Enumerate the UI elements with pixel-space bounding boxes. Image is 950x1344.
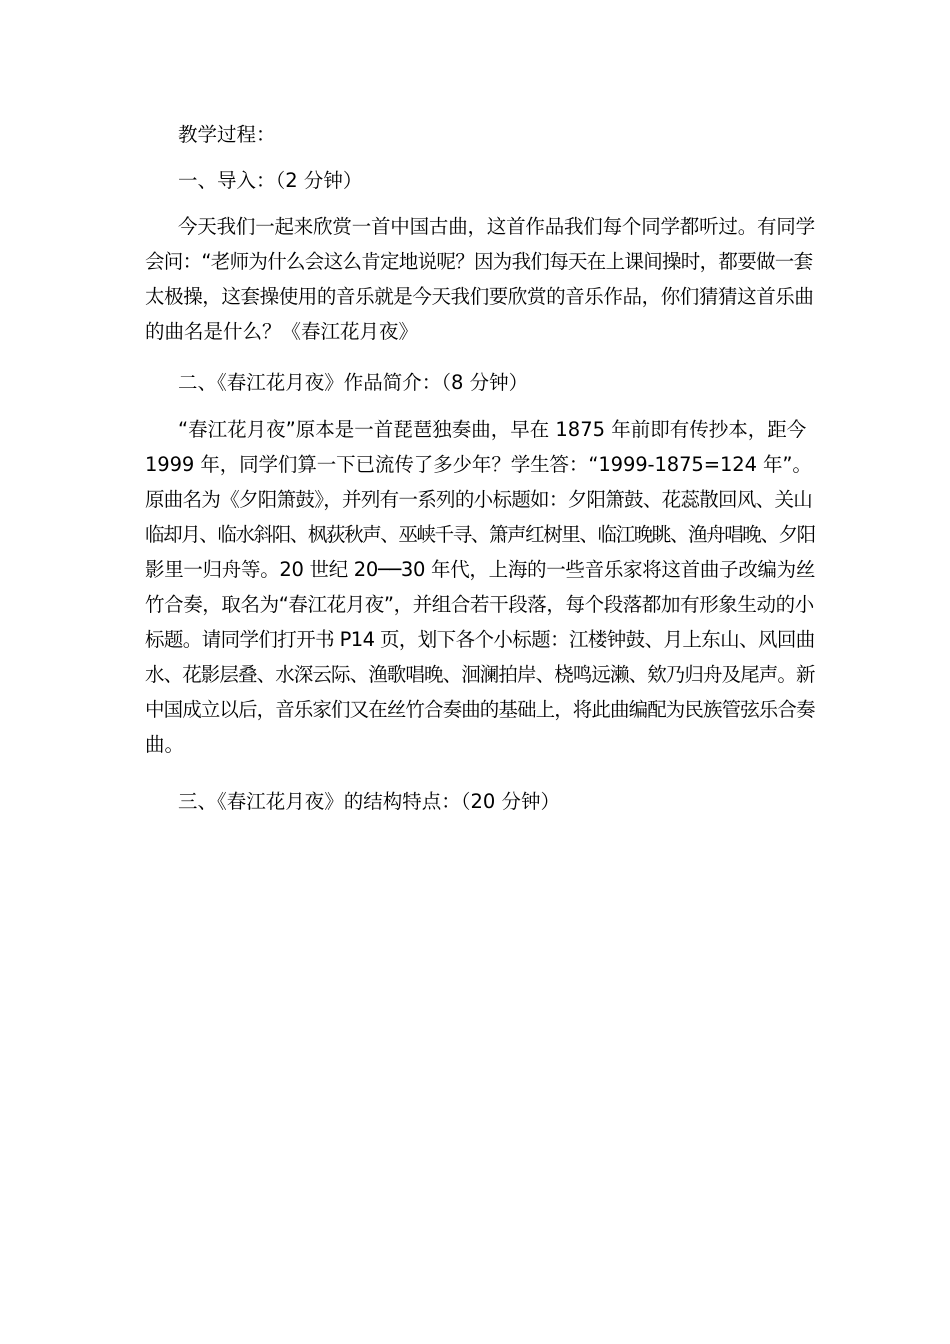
paragraph-line: “春江花月夜”原本是一首琵琶独奏曲，早在 1875 年前即有传抄本，距今 — [178, 418, 807, 441]
paragraph-line: 曲。 — [145, 733, 185, 756]
paragraph-line: 今天我们一起来欣赏一首中国古曲，这首作品我们每个同学都听过。有同学 — [178, 215, 815, 238]
paragraph-line: 太极操，这套操使用的音乐就是今天我们要欣赏的音乐作品，你们猜猜这首乐曲 — [145, 285, 814, 308]
paragraph-line: 临却月、临水斜阳、枫荻秋声、巫峡千寻、箫声红树里、临江晚眺、渔舟唱晚、夕阳 — [145, 523, 815, 546]
paragraph-line: 会问：“老师为什么会这么肯定地说呢？因为我们每天在上课间操时，都要做一套 — [145, 250, 813, 273]
section1-paragraph — [145, 209, 815, 349]
section1-heading: 一、导入：（2 分钟） — [178, 169, 363, 192]
document-title: 教学过程： — [178, 123, 276, 146]
section2-paragraph — [145, 412, 815, 762]
paragraph-line: 的曲名是什么？《春江花月夜》 — [145, 320, 419, 343]
paragraph-line: 中国成立以后，音乐家们又在丝竹合奏曲的基础上，将此曲编配为民族管弦乐合奏 — [145, 698, 815, 721]
section3-heading: 三、《春江花月夜》的结构特点：（20 分钟） — [178, 790, 561, 813]
paragraph-line: 原曲名为《夕阳箫鼓》，并列有一系列的小标题如：夕阳箫鼓、花蕊散回风、关山 — [145, 488, 813, 511]
paragraph-line: 竹合奏，取名为“春江花月夜”，并组合若干段落，每个段落都加有形象生动的小 — [145, 593, 814, 616]
paragraph-line: 水、花影层叠、水深云际、渔歌唱晚、洄澜拍岸、桡鸣远濑、欸乃归舟及尾声。新 — [145, 663, 815, 686]
section2-heading: 二、《春江花月夜》作品简介：（8 分钟） — [178, 371, 529, 394]
paragraph-line: 影里一归舟等。20 世纪 20──30 年代，上海的一些音乐家将这首曲子改编为丝 — [145, 558, 816, 581]
paragraph-line: 标题。请同学们打开书 P14 页，划下各个小标题：江楼钟鼓、月上东山、风回曲 — [145, 628, 815, 651]
paragraph-line: 1999 年，同学们算一下已流传了多少年？学生答：“1999-1875=124 年”。 — [145, 453, 812, 476]
